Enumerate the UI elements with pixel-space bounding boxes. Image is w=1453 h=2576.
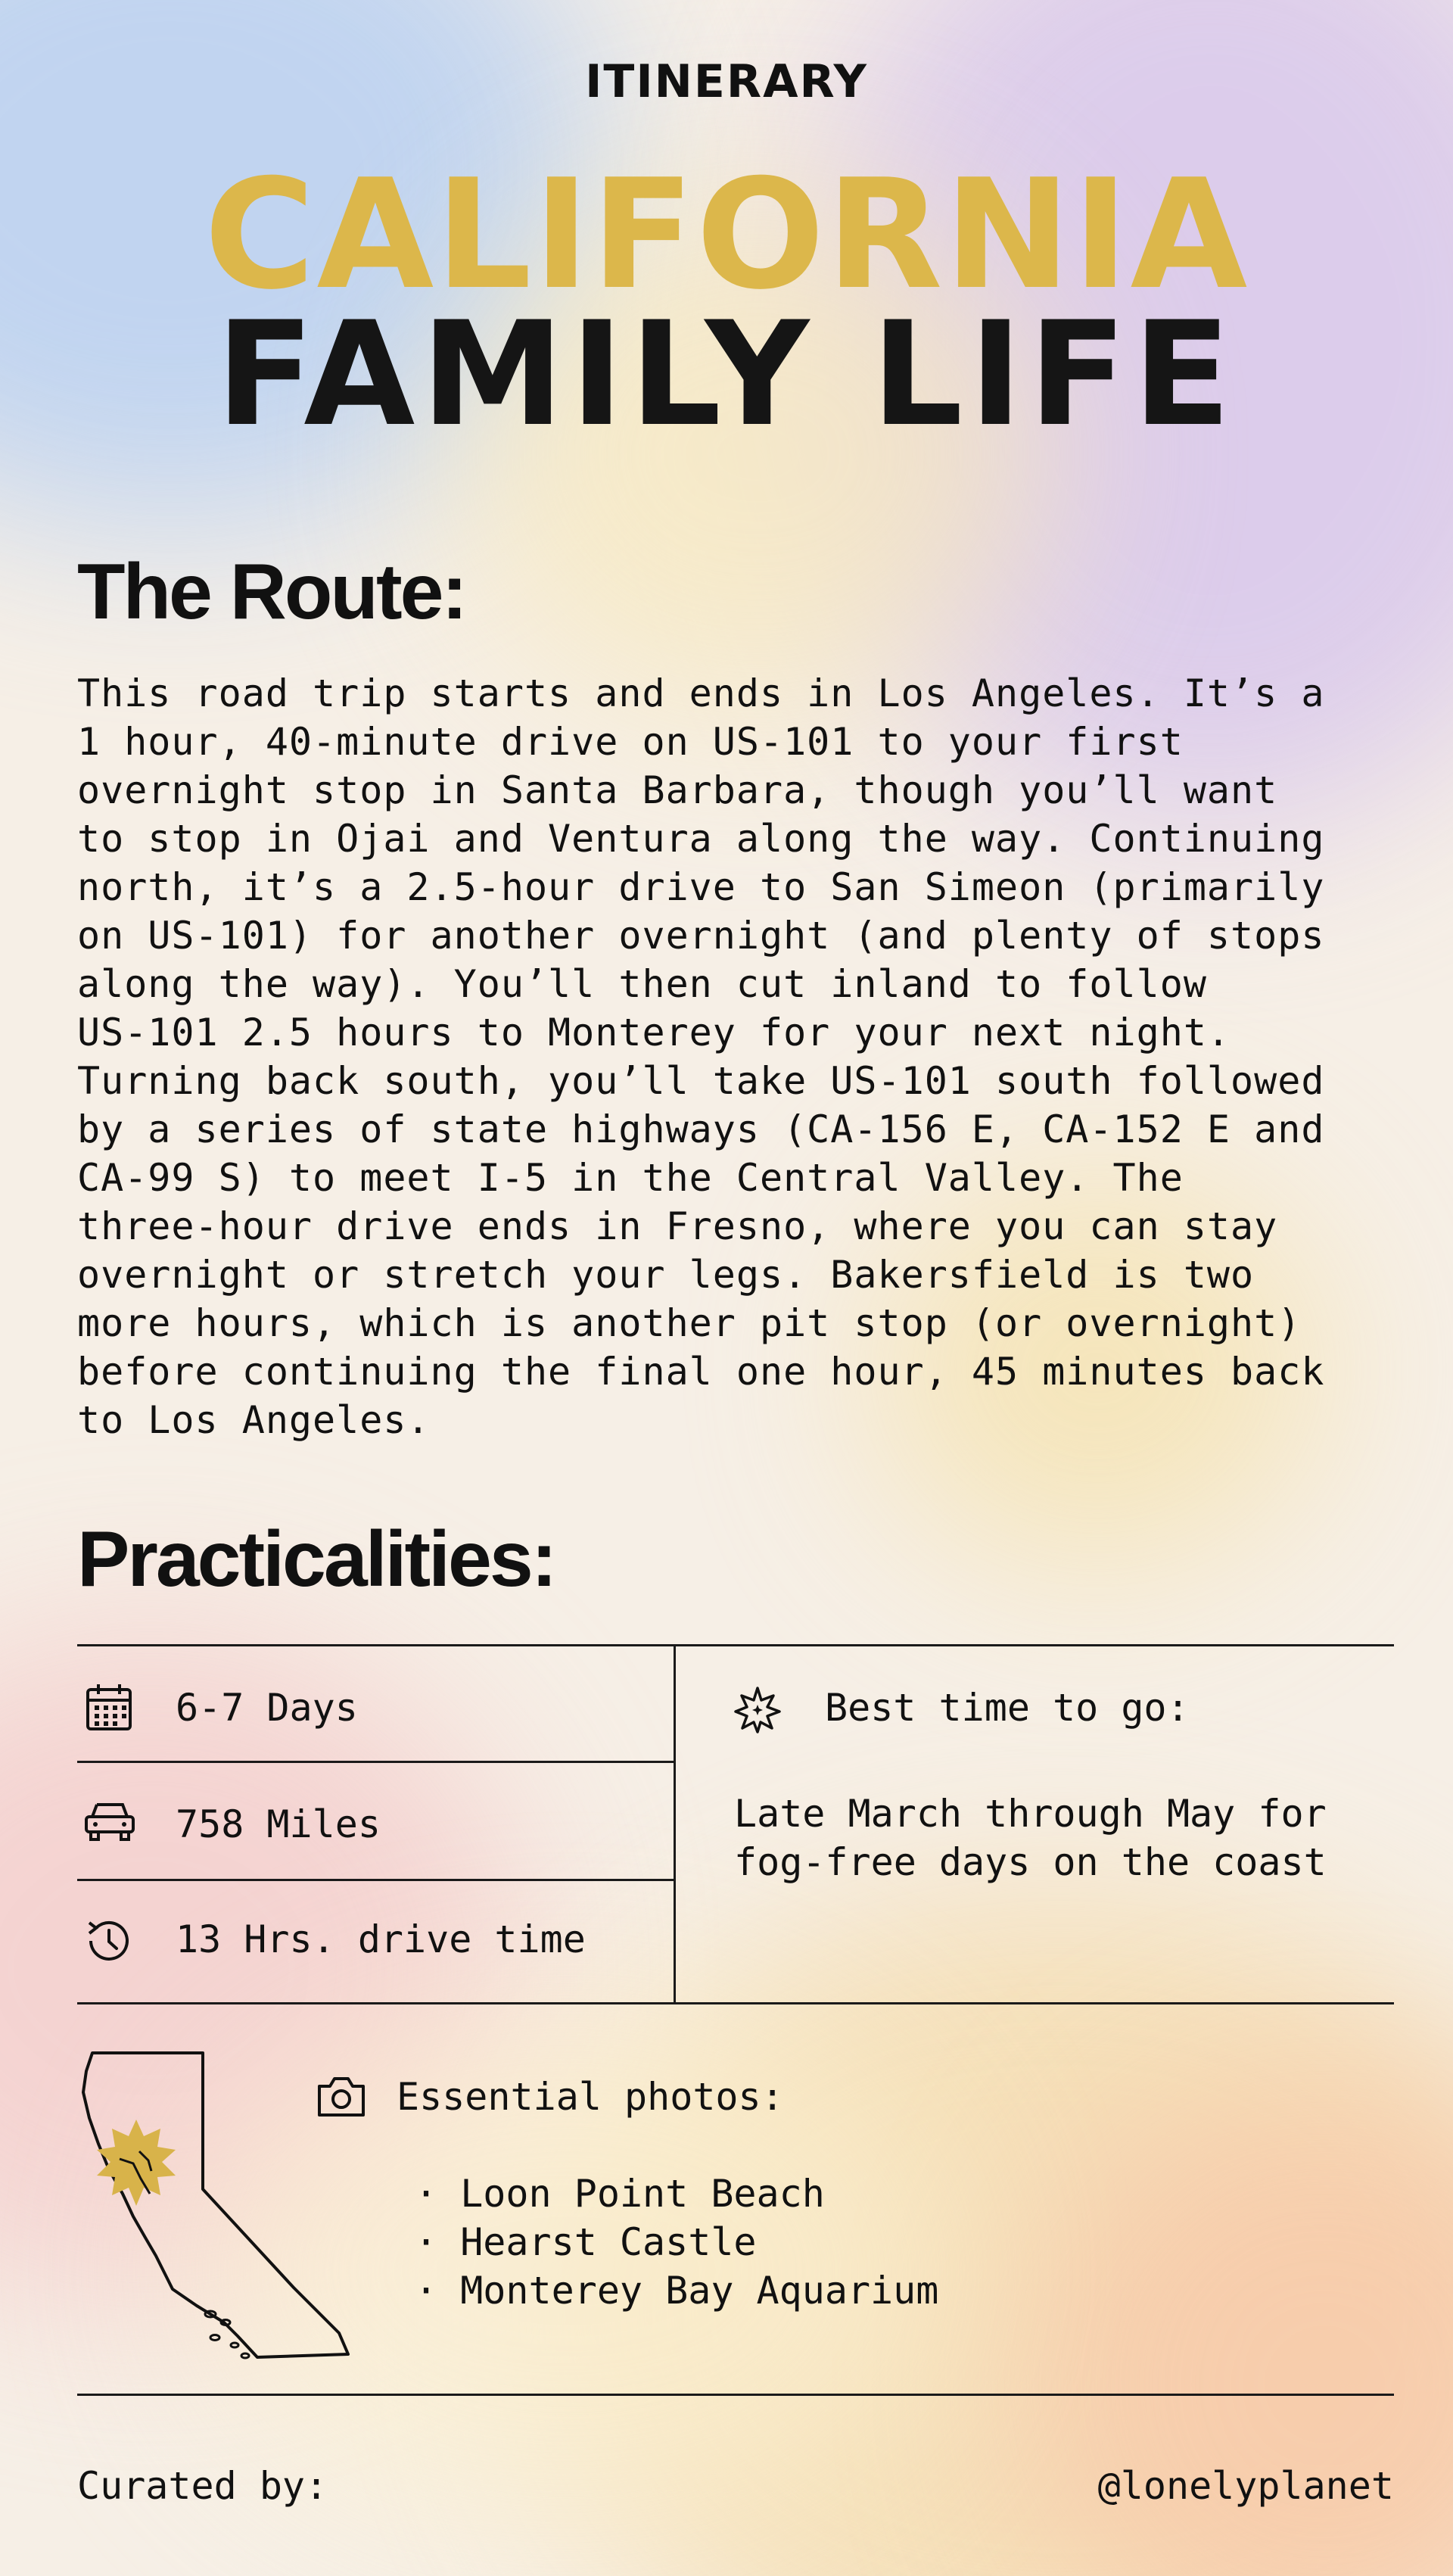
table-bottom-rule: [77, 2002, 1394, 2004]
list-item: · Monterey Bay Aquarium: [415, 2269, 939, 2313]
itinerary-label: ITINERARY: [585, 55, 868, 108]
route-heading: The Route:: [77, 548, 466, 636]
distance-value: 758 Miles: [176, 1802, 381, 1846]
title-california: CALIFORNIA: [204, 147, 1249, 323]
duration-value: 6-7 Days: [176, 1686, 358, 1730]
row-divider: [77, 1879, 675, 1881]
calendar-icon: [83, 1682, 135, 1735]
best-time-label: Best time to go:: [825, 1686, 1190, 1730]
car-icon: [83, 1800, 136, 1846]
drive-time-value: 13 Hrs. drive time: [176, 1917, 586, 1961]
list-item: · Hearst Castle: [415, 2220, 757, 2264]
sparkle-icon: [733, 1685, 783, 1738]
table-top-rule: [77, 1644, 1394, 1646]
column-divider: [674, 1644, 676, 2004]
list-item: · Loon Point Beach: [415, 2172, 825, 2216]
practicalities-heading: Practicalities:: [77, 1515, 555, 1603]
california-map-icon: [67, 2045, 354, 2366]
essential-photos-label: Essential photos:: [397, 2075, 784, 2119]
starburst-icon: [97, 2120, 176, 2206]
camera-icon: [316, 2074, 366, 2121]
curated-by-label: Curated by:: [77, 2464, 328, 2508]
best-time-line-2: fog-free days on the coast: [734, 1840, 1327, 1884]
title-family-life: FAMILY LIFE: [216, 291, 1237, 458]
route-description: This road trip starts and ends in Los Angeles. It’s a 1 hour, 40-minute drive on US-101 to your first overnight stop in Santa Barbara, though you’ll want to stop in Ojai and Ventura along the way. Continuing north, it’s a 2.5-hour drive to San Simeon (primarily on US-101) for another overnight (and plenty of stops along the way). You’ll then cut inland to follow US-101 2.5 hours to Monterey for your next night. Turning back south, you’ll take US-101 south followed by a series of state highways (CA-156 E, CA-152 E and CA-99 S) to meet I-5 in the Central Valley. The three-hour drive ends in Fresno, where you can stay overnight or stretch your legs. Bakersfield is two more hours, which is another pit stop (or overnight) before continuing the final one hour, 45 minutes back to Los Angeles.: [77, 671, 1325, 1442]
photo-spots-list: [415, 2170, 938, 2315]
clock-history-icon: [83, 1915, 135, 1970]
best-time-line-1: Late March through May for: [734, 1792, 1327, 1836]
row-divider: [77, 1761, 675, 1763]
lonelyplanet-handle[interactable]: @lonelyplanet: [1097, 2464, 1394, 2508]
footer-rule: [77, 2394, 1394, 2396]
